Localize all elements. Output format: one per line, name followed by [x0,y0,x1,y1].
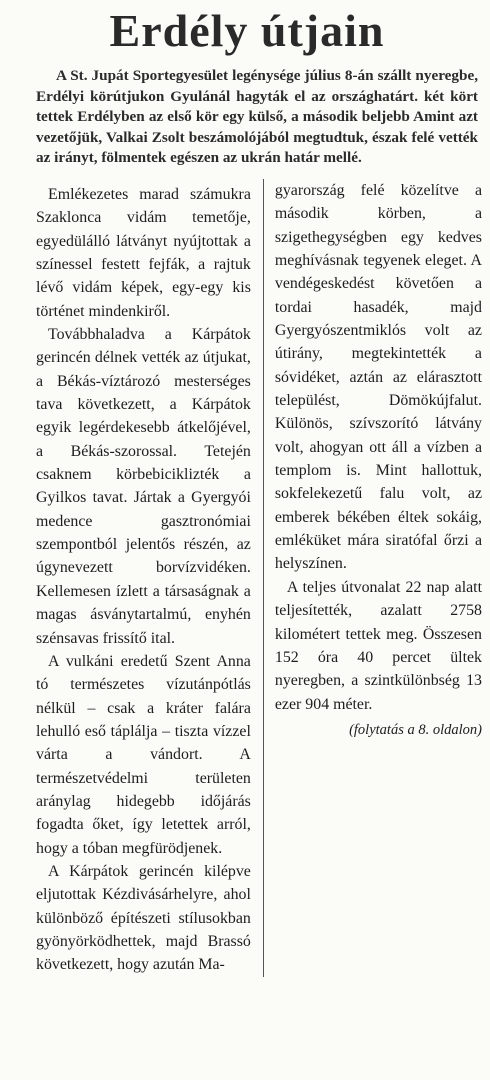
paragraph: Továbbhaladva a Kárpátok gerincén délnek vették az útjukat, a Békás-víztározó mesterséges tava következett, a Kárpátok egyik legérdekesebb átkelőjével, a Békás-szorossal. Tetején csaknem körbebiciklizték a Gyilkos tavat. Jártak a Gyergyói medence gasztronómiai szempontból jelentős részén, az úgynevezett borvízvidéken. Kellemesen ízlett a társaságnak a magas ásványtartalmú, enyhén szénsavas frissítő ital. [36,326,251,647]
article-body [12,179,482,977]
paragraph: A vulkáni eredetű Szent Anna tó természetes vízutánpótlás nélkül – csak a kráter falára lehulló eső táplálja – tiszta vízzel várta a vándort. A természetvédelmi területen aránylag hidegebb időjárás fogadta őket, így letettek arról, hogy a tóban megfürödjenek. [36,652,251,857]
article-title: Erdély útjain [109,5,385,56]
lead-paragraph: A St. Jupát Sportegyesület legénysége július 8-án szállt nyeregbe, Erdélyi körútjukon Gyulánál hagyták el az országhatárt. két kört tettek Erdélyben az első kör egy külső, a második beljebb Amint azt vezetőjük, Valkai Zsolt beszámolójából megtudtuk, észak felé vették az irányt, fölmentek egészen az ukrán határ mellé. [36,67,478,167]
paragraph: Emlékezetes marad számukra Szaklonca vidám temetője, egyedülálló látványt nyújtottak a színessel festett fejfák, a rajtuk lévő vidám képek, egy-egy kis történet mindenkiről. [36,185,251,320]
paragraph: A teljes útvonalat 22 nap alatt teljesítették, azalatt 2758 kilométert tettek meg. Összesen 152 óra 40 percet ültek nyeregben, a szintkülönbség 13 ezer 904 méter. [274,578,482,713]
left-column [12,179,264,977]
paragraph-continued: gyarország felé közelítve a második körben, a szigethegységben egy kedves meghívásnak tegyenek eleget. A vendégeskedést követően a tordai hasadék, majd Gyergyószentmiklós volt az útirány, megtekintették a sóvidéket, aztán az elárasztott települést, Dömökújfalut. Különös, szívszorító látvány volt, ahogyan ott áll a vízben a templom is. Mint hallottuk, sokfelekezetű falu volt, az emberek békében éltek sokáig, emléküket mára siratófal őrzi a helyszínen. [274,181,482,573]
article-lead [36,66,478,169]
continuation-note: (folytatás a 8. oldalon) [349,721,482,738]
paragraph: A Kárpátok gerincén kilépve eljutottak Kézdivásárhelyre, ahol különböző építészeti stílusokban gyönyörködhettek, majd Brassó következett, hogy azután Ma- [36,862,251,974]
right-column [264,179,482,977]
